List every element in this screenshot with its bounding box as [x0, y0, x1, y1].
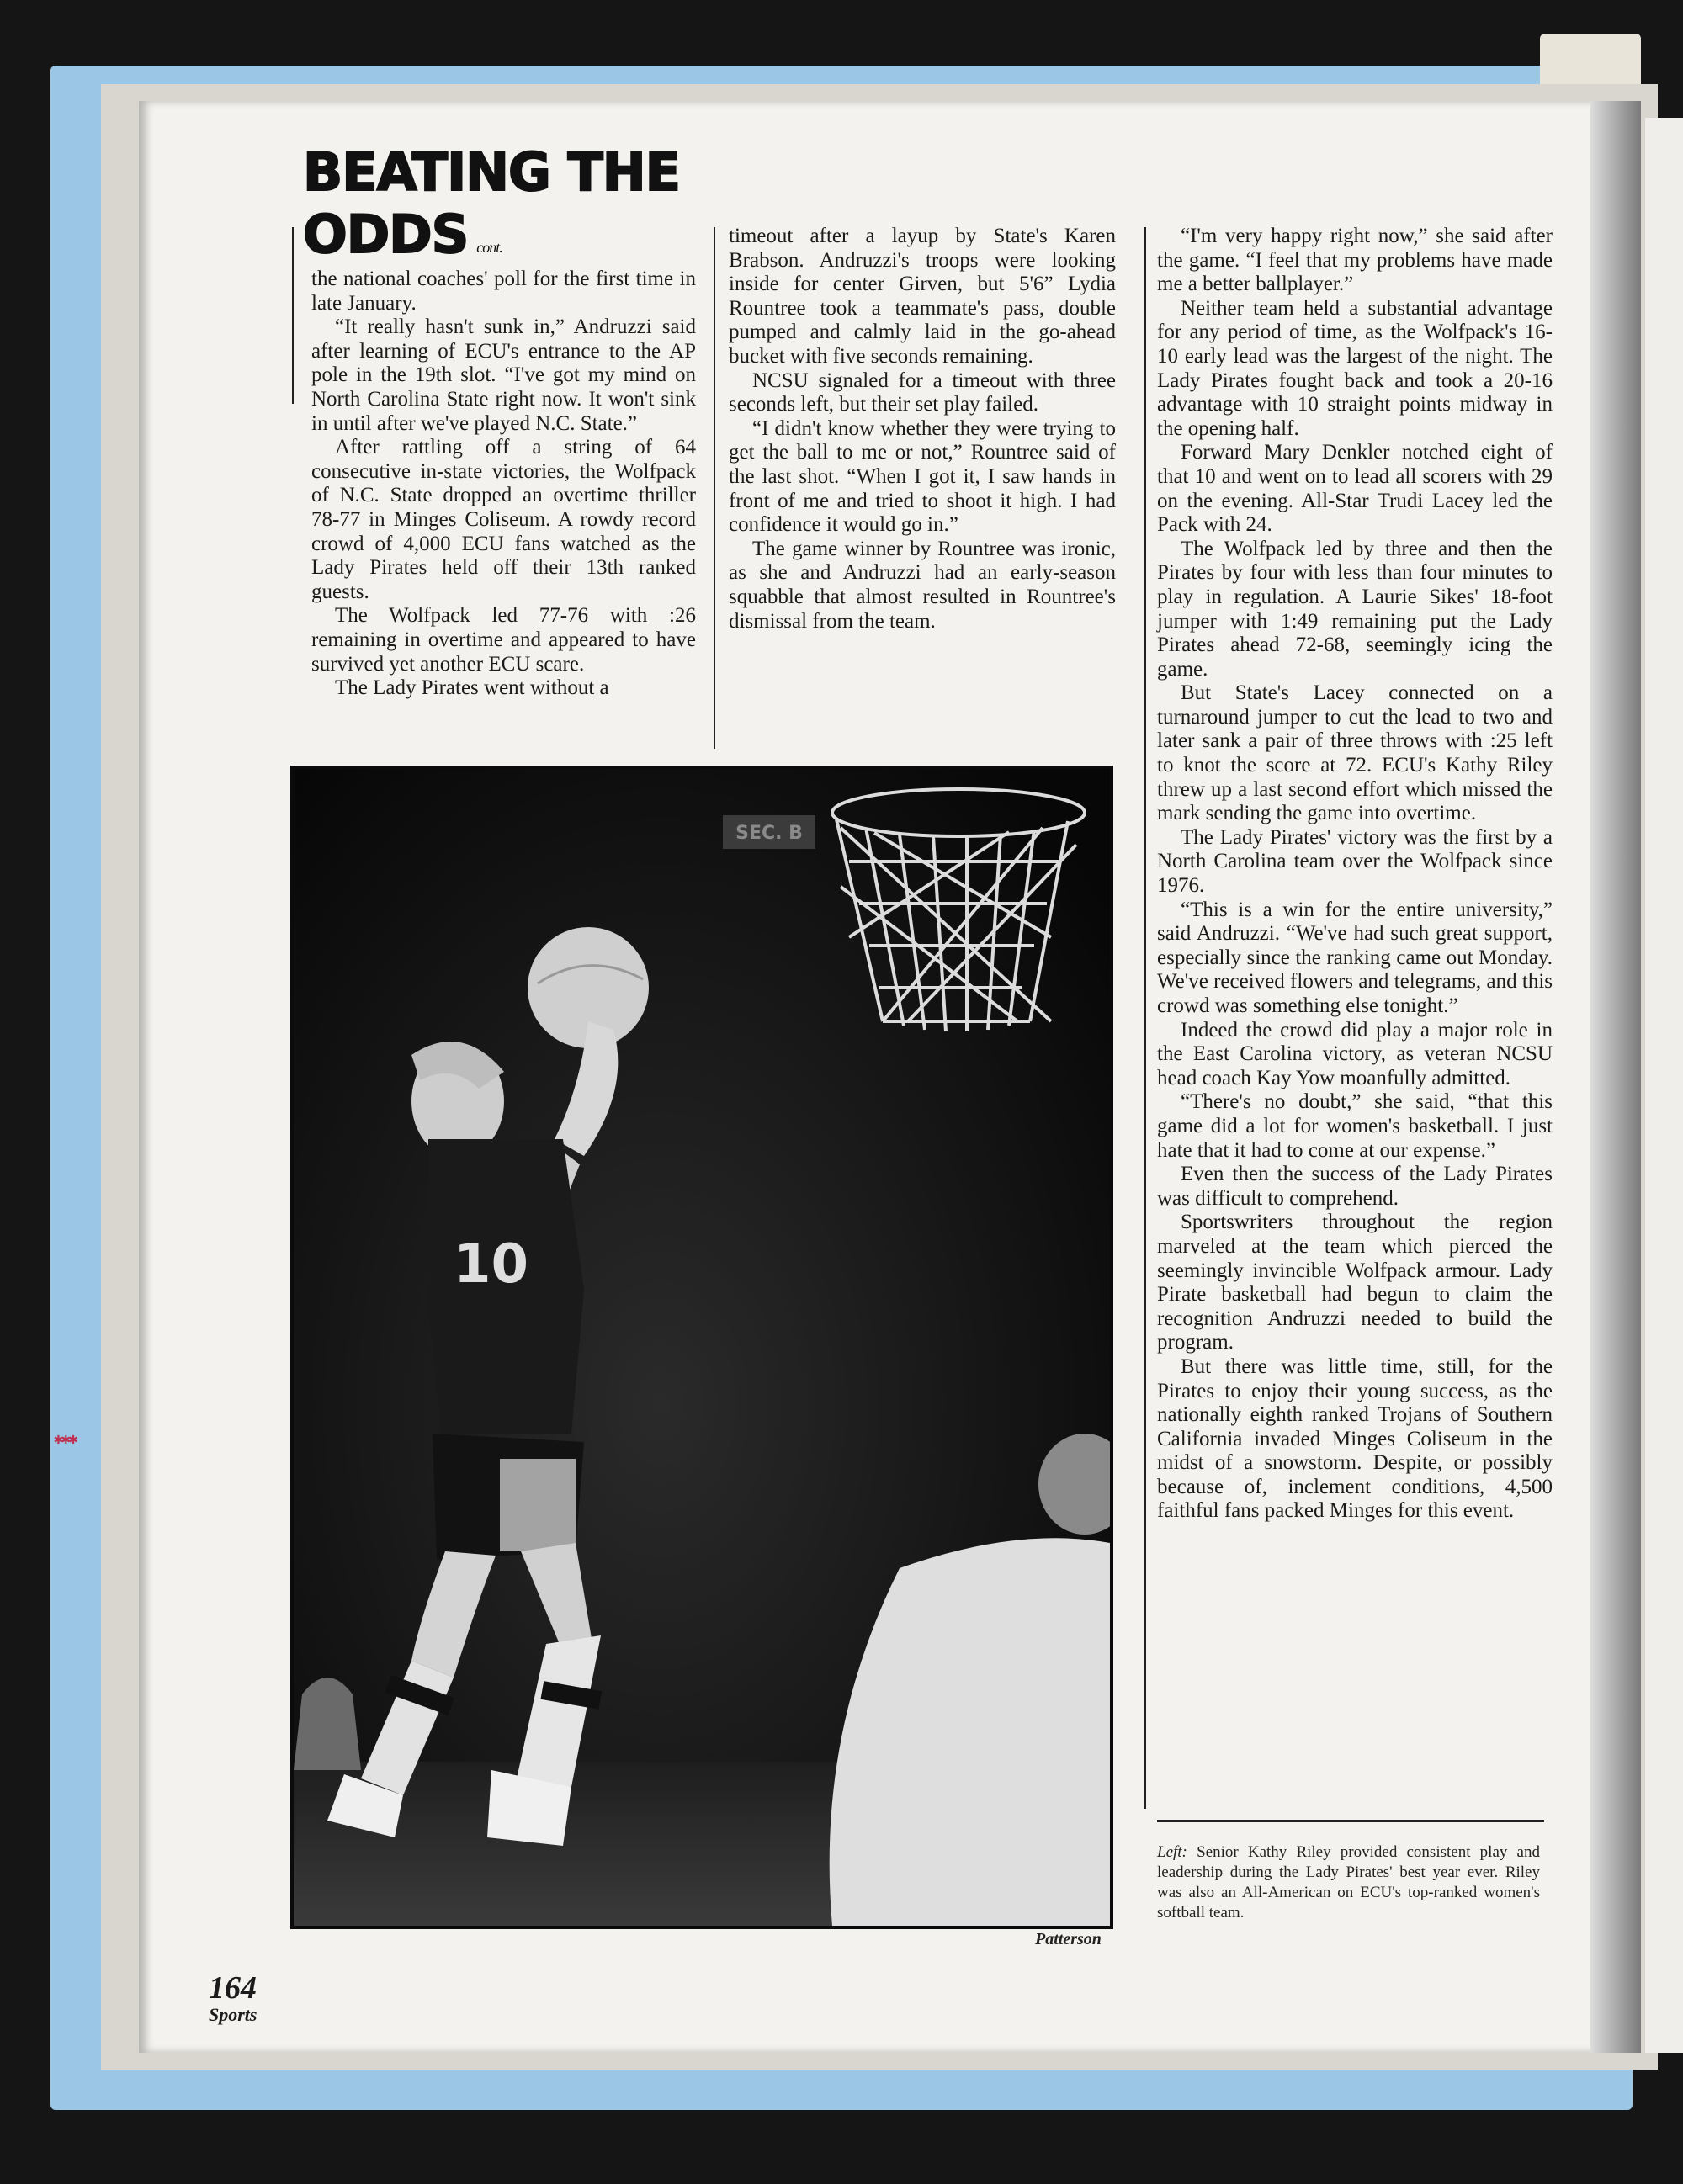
column-rule-left [292, 227, 294, 404]
article-column-3 [1157, 225, 1553, 1524]
caption-lead: Left: [1157, 1843, 1187, 1861]
paragraph: “It really hasn't sunk in,” Andruzzi said after learning of ECU's entrance to the AP pole in the 19th slot. “I've got my mind on North Carolina State right now. It won't sink in until after we've played N.C. State.” [311, 315, 696, 435]
paragraph: But there was little time, still, for the Pirates to enjoy their young success, as the nationally eighth ranked Trojans of Southern California invaded Minges Coliseum in the midst of a snowstorm. Despite, or possibly because of, inclement conditions, 4,500 faithful fans packed Minges for this event. [1157, 1354, 1553, 1523]
article-column-2 [729, 225, 1116, 633]
paragraph: The Wolfpack led 77-76 with :26 remaining in overtime and appeared to have survived yet another ECU scare. [311, 604, 696, 676]
paragraph: The Lady Pirates went without a [335, 676, 609, 700]
paragraph: Even then the success of the Lady Pirates was difficult to comprehend. [1157, 1163, 1553, 1210]
paragraph: The Wolfpack led by three and then the Pirates by four with less than four minutes to play in regulation. A Laurie Sikes' 18-foot jumper with 1:49 remaining put the Lady Pirates ahead 72-68, seemingly icing the game. [1157, 537, 1553, 681]
caption-rule [1157, 1820, 1544, 1822]
page-number: 164 [209, 1970, 257, 2006]
section-name: Sports [209, 2004, 257, 2025]
paragraph: NCSU signaled for a timeout with three seconds left, but their set play failed. [729, 368, 1116, 416]
next-page-edge [1645, 118, 1683, 2053]
paragraph: But State's Lacey connected on a turnaround jumper to cut the lead to two and later sank a pair of three throws with :25 left to knot the score at 72. ECU's Kathy Riley threw up a last second effort which missed the mark sending the game into overtime. [1157, 681, 1553, 825]
photo-illustration [294, 769, 1110, 1926]
paragraph: “This is a win for the entire university,” said Andruzzi. “We've had such great support, especially since the ranking came out Monday. We've received flowers and telegrams, and this crowd was something else tonight.” [1157, 898, 1553, 1017]
jersey-number: 10 [454, 1233, 529, 1296]
article-column-1 [311, 268, 696, 701]
paragraph: “There's no doubt,” she said, “that this game did a lot for women's basketball. I just hate that it had to come at our expense.” [1157, 1090, 1553, 1162]
photo-caption [1157, 1842, 1540, 1923]
paragraph: Sportswriters throughout the region marveled at the team which pierced the seemingly invincible Wolfpack armour. Lady Pirate basketball had begun to claim the recognition Andruzzi needed to build the program. [1157, 1211, 1553, 1354]
paragraph: “I didn't know whether they were trying to get the ball to me or not,” Rountree said of the last shot. “When I got it, I saw hands in front of me and tried to shoot it high. I had confidence it would go in.” [729, 416, 1116, 537]
cont-label: cont. [476, 239, 502, 256]
paragraph: Forward Mary Denkler notched eight of that 10 and went on to lead all scorers with 29 on the evening. All-Star Trudi Lacey led the Pack with 24. [1157, 441, 1553, 537]
paragraph: Neither team held a substantial advantage for any period of time, as the Wolfpack's 16-10 early lead was the largest of the night. The Lady Pirates fought back and took a 20-16 advantage with 10 straight points midway in the opening half. [1157, 296, 1553, 440]
paragraph: The Lady Pirates' victory was the first by a North Carolina team over the Wolfpack since 1976. [1157, 825, 1553, 898]
title-odds: ODDS [303, 204, 469, 265]
basketball-photo [290, 766, 1113, 1929]
paragraph: The game winner by Rountree was ironic, as she and Andruzzi had an early-season squabble that almost resulted in Rountree's dismissal from the team. [729, 537, 1116, 633]
caption-text: Senior Kathy Riley provided consistent play and leadership during the Lady Pirates' best year ever. Riley was also an All-American on ECU's top-ranked women's softball team. [1157, 1843, 1540, 1922]
binding-mark: ✱✱✱ [54, 1430, 77, 1448]
paragraph: timeout after a layup by State's Karen Brabson. Andruzzi's troops were looking inside for center Girven, but 5'6” Lydia Rountree took a teammate's pass, double pumped and calmly laid in the go-ahead bucket with five seconds remaining. [729, 225, 1116, 368]
paragraph: the national coaches' poll for the first time in late January. [311, 268, 696, 315]
paragraph: After rattling off a string of 64 consecutive in-state victories, the Wolfpack of N.C. State dropped an overtime thriller 78-77 in Minges Coliseum. A rowdy record crowd of 4,000 ECU fans watched as the Lady Pirates held off their 13th ranked guests. [311, 436, 696, 603]
wall-sign-text: SEC. B [735, 823, 803, 844]
gutter-shadow [1590, 101, 1641, 2053]
column-rule-2 [1144, 227, 1146, 1809]
article-title [303, 141, 680, 278]
photo-credit: Patterson [1035, 1930, 1102, 1948]
paragraph: “I'm very happy right now,” she said after the game. “I feel that my problems have made me a better ballplayer.” [1157, 225, 1553, 296]
paragraph: Indeed the crowd did play a major role in the East Carolina victory, as veteran NCSU head coach Kay Yow moanfully admitted. [1157, 1018, 1553, 1089]
page-folio [209, 1972, 257, 2026]
title-line-1: BEATING THE [303, 141, 681, 203]
column-rule-1 [714, 227, 715, 749]
